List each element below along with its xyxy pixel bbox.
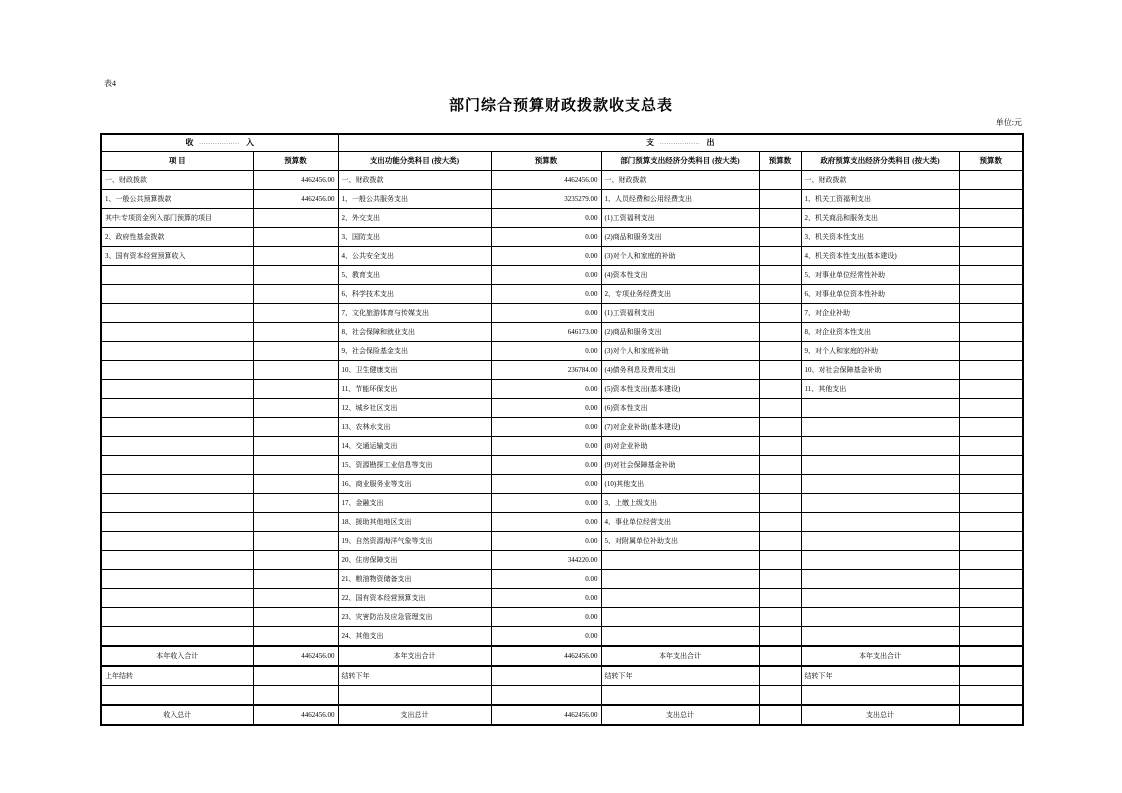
table-row — [101, 228, 1023, 247]
table-cell — [101, 627, 253, 647]
column-header: 支出功能分类科目 (按大类) — [338, 152, 491, 171]
table-cell: 12、城乡社区支出 — [338, 399, 491, 418]
table-cell: 1、一般公共预算拨款 — [101, 190, 253, 209]
column-header: 预算数 — [253, 152, 338, 171]
table-cell — [801, 608, 959, 627]
table-cell — [253, 418, 338, 437]
table-row — [101, 361, 1023, 380]
table-cell — [959, 418, 1023, 437]
table-row — [101, 342, 1023, 361]
table-cell — [759, 190, 801, 209]
table-cell: 11、其他支出 — [801, 380, 959, 399]
table-cell — [253, 475, 338, 494]
table-cell: 一、财政拨款 — [101, 171, 253, 190]
table-cell — [759, 608, 801, 627]
table-cell: 4462456.00 — [253, 171, 338, 190]
table-cell: 0.00 — [491, 285, 601, 304]
table-row — [101, 247, 1023, 266]
table-cell: 1、人员经费和公用经费支出 — [601, 190, 759, 209]
table-cell — [959, 589, 1023, 608]
table-cell: 结转下年 — [801, 666, 959, 686]
table-cell: 2、外交支出 — [338, 209, 491, 228]
table-cell — [101, 686, 253, 706]
table-cell — [101, 285, 253, 304]
table-cell — [101, 380, 253, 399]
table-cell — [959, 190, 1023, 209]
table-row — [101, 551, 1023, 570]
table-cell: (6)资本性支出 — [601, 399, 759, 418]
table-cell: (8)对企业补助 — [601, 437, 759, 456]
income-right-char: 入 — [246, 138, 254, 147]
column-header: 预算数 — [759, 152, 801, 171]
table-number-label: 表4 — [104, 79, 116, 88]
table-cell — [101, 437, 253, 456]
table-cell — [759, 494, 801, 513]
table-cell — [338, 686, 491, 706]
table-cell: 一、财政拨款 — [801, 171, 959, 190]
table-cell — [759, 418, 801, 437]
table-cell: 收入总计 — [101, 705, 253, 725]
table-cell: 19、自然资源海洋气象等支出 — [338, 532, 491, 551]
table-cell — [253, 266, 338, 285]
table-cell — [801, 513, 959, 532]
table-cell: 6、科学技术支出 — [338, 285, 491, 304]
table-cell — [959, 285, 1023, 304]
table-cell — [759, 304, 801, 323]
table-cell: 24、其他支出 — [338, 627, 491, 647]
table-cell — [759, 285, 801, 304]
table-cell: 4462456.00 — [253, 705, 338, 725]
table-cell: 20、住房保障支出 — [338, 551, 491, 570]
table-cell — [101, 475, 253, 494]
table-cell: (4)资本性支出 — [601, 266, 759, 285]
table-cell: 0.00 — [491, 247, 601, 266]
table-cell — [253, 551, 338, 570]
table-cell — [253, 456, 338, 475]
table-cell: 支出总计 — [338, 705, 491, 725]
table-row — [101, 266, 1023, 285]
table-cell: 3235279.00 — [491, 190, 601, 209]
table-cell — [101, 532, 253, 551]
table-row — [101, 399, 1023, 418]
table-cell — [759, 646, 801, 666]
table-cell: 3、国防支出 — [338, 228, 491, 247]
table-cell — [759, 171, 801, 190]
table-cell — [801, 686, 959, 706]
table-row — [101, 190, 1023, 209]
table-cell — [959, 627, 1023, 647]
table-row — [101, 456, 1023, 475]
table-cell: (3)对个人和家庭补助 — [601, 342, 759, 361]
expense-section-header — [338, 134, 1023, 152]
table-cell — [759, 666, 801, 686]
table-cell — [959, 342, 1023, 361]
table-cell — [959, 304, 1023, 323]
table-cell: 0.00 — [491, 627, 601, 647]
table-cell — [253, 399, 338, 418]
table-cell — [101, 304, 253, 323]
table-cell — [959, 437, 1023, 456]
expense-right-char: 出 — [706, 138, 715, 147]
table-cell — [101, 608, 253, 627]
table-cell: 16、商业服务业等支出 — [338, 475, 491, 494]
table-cell — [601, 627, 759, 647]
column-header: 预算数 — [959, 152, 1023, 171]
table-cell — [101, 361, 253, 380]
table-cell — [491, 666, 601, 686]
table-cell — [101, 513, 253, 532]
table-cell: 一、财政拨款 — [601, 171, 759, 190]
table-cell — [101, 399, 253, 418]
table-cell — [959, 513, 1023, 532]
table-cell — [959, 646, 1023, 666]
table-cell — [601, 570, 759, 589]
table-cell: 3、国有资本经营预算收入 — [101, 247, 253, 266]
table-cell: 3、上缴上级支出 — [601, 494, 759, 513]
table-cell — [759, 399, 801, 418]
table-cell — [101, 342, 253, 361]
table-cell — [253, 342, 338, 361]
table-cell — [101, 551, 253, 570]
table-cell — [101, 418, 253, 437]
table-cell: 0.00 — [491, 608, 601, 627]
table-row — [101, 304, 1023, 323]
table-cell: 344220.00 — [491, 551, 601, 570]
table-cell — [801, 551, 959, 570]
table-cell: 13、农林水支出 — [338, 418, 491, 437]
income-left-char: 收 — [185, 138, 194, 147]
table-cell: 一、财政拨款 — [338, 171, 491, 190]
table-cell — [759, 705, 801, 725]
table-cell: 0.00 — [491, 342, 601, 361]
table-cell: 0.00 — [491, 532, 601, 551]
table-cell: 3、机关资本性支出 — [801, 228, 959, 247]
table-cell: 646173.00 — [491, 323, 601, 342]
table-cell — [101, 589, 253, 608]
table-cell: 0.00 — [491, 304, 601, 323]
table-row — [101, 475, 1023, 494]
table-cell: 7、文化旅游体育与传媒支出 — [338, 304, 491, 323]
table-cell — [801, 437, 959, 456]
table-cell — [759, 209, 801, 228]
table-cell: (5)资本性支出(基本建设) — [601, 380, 759, 399]
table-cell: (2)商品和服务支出 — [601, 323, 759, 342]
table-cell: 1、机关工资福利支出 — [801, 190, 959, 209]
table-cell: 22、国有资本经营预算支出 — [338, 589, 491, 608]
table-cell — [253, 666, 338, 686]
table-cell — [759, 686, 801, 706]
table-cell: (3)对个人和家庭的补助 — [601, 247, 759, 266]
unit-label: 单位:元 — [995, 118, 1022, 127]
table-cell — [253, 380, 338, 399]
table-cell: 17、金融支出 — [338, 494, 491, 513]
table-cell: 0.00 — [491, 494, 601, 513]
table-cell — [253, 247, 338, 266]
table-cell — [959, 361, 1023, 380]
table-cell — [959, 399, 1023, 418]
table-row — [101, 532, 1023, 551]
table-cell — [759, 228, 801, 247]
table-cell — [959, 570, 1023, 589]
table-row — [101, 494, 1023, 513]
table-cell — [801, 418, 959, 437]
table-cell — [959, 494, 1023, 513]
table-cell — [801, 627, 959, 647]
table-cell: 23、灾害防治及应急管理支出 — [338, 608, 491, 627]
expense-left-char: 支 — [646, 138, 655, 147]
table-cell: 9、社会保险基金支出 — [338, 342, 491, 361]
table-cell — [601, 686, 759, 706]
table-cell — [759, 361, 801, 380]
table-cell: 5、对事业单位经常性补助 — [801, 266, 959, 285]
budget-summary-table — [100, 133, 1024, 726]
table-cell: 2、机关商品和服务支出 — [801, 209, 959, 228]
table-row — [101, 608, 1023, 627]
table-cell — [959, 666, 1023, 686]
table-cell — [253, 589, 338, 608]
table-cell: 本年支出合计 — [601, 646, 759, 666]
table-row — [101, 589, 1023, 608]
table-cell — [101, 456, 253, 475]
table-row — [101, 323, 1023, 342]
table-cell — [959, 608, 1023, 627]
table-row — [101, 627, 1023, 647]
table-cell — [959, 247, 1023, 266]
table-cell — [101, 570, 253, 589]
table-cell — [801, 399, 959, 418]
table-cell: 10、对社会保障基金补助 — [801, 361, 959, 380]
table-cell — [959, 475, 1023, 494]
table-cell: 4、机关资本性支出(基本建设) — [801, 247, 959, 266]
table-cell: 支出总计 — [601, 705, 759, 725]
page-title: 部门综合预算财政拨款收支总表 — [448, 98, 673, 114]
table-cell: (2)商品和服务支出 — [601, 228, 759, 247]
table-cell: 15、资源勘探工业信息等支出 — [338, 456, 491, 475]
table-cell — [253, 323, 338, 342]
table-row — [101, 209, 1023, 228]
table-cell: (9)对社会保障基金补助 — [601, 456, 759, 475]
table-cell — [759, 266, 801, 285]
table-cell — [801, 494, 959, 513]
table-cell: 14、交通运输支出 — [338, 437, 491, 456]
table-cell: 0.00 — [491, 589, 601, 608]
table-cell — [253, 513, 338, 532]
table-cell: 结转下年 — [338, 666, 491, 686]
table-cell: 2、专项业务经费支出 — [601, 285, 759, 304]
table-cell — [759, 627, 801, 647]
column-header: 项 目 — [101, 152, 253, 171]
table-cell: 21、粮油物资储备支出 — [338, 570, 491, 589]
table-cell: 8、社会保障和就业支出 — [338, 323, 491, 342]
table-row — [101, 570, 1023, 589]
table-cell — [253, 627, 338, 647]
table-row — [101, 666, 1023, 686]
table-row — [101, 171, 1023, 190]
table-cell: 11、节能环保支出 — [338, 380, 491, 399]
table-cell — [959, 551, 1023, 570]
table-cell: 4462456.00 — [491, 705, 601, 725]
table-cell: 8、对企业资本性支出 — [801, 323, 959, 342]
table-cell: 10、卫生健康支出 — [338, 361, 491, 380]
table-cell — [959, 705, 1023, 725]
table-cell — [253, 437, 338, 456]
table-cell: 其中:专项资金列入部门预算的项目 — [101, 209, 253, 228]
income-section-header — [101, 134, 338, 152]
table-cell: 2、政府性基金拨款 — [101, 228, 253, 247]
table-cell — [491, 686, 601, 706]
table-cell: 4462456.00 — [491, 646, 601, 666]
table-cell: 4、公共安全支出 — [338, 247, 491, 266]
table-cell: 0.00 — [491, 418, 601, 437]
table-row — [101, 686, 1023, 706]
table-row — [101, 418, 1023, 437]
table-cell: 本年收入合计 — [101, 646, 253, 666]
table-cell — [759, 551, 801, 570]
table-cell: 0.00 — [491, 209, 601, 228]
table-cell — [253, 228, 338, 247]
table-row — [101, 513, 1023, 532]
column-header-row — [101, 152, 1023, 171]
table-cell — [101, 494, 253, 513]
table-cell: 0.00 — [491, 475, 601, 494]
total-row — [101, 646, 1023, 666]
leader-dots: .................. — [199, 141, 240, 146]
table-cell — [759, 570, 801, 589]
table-cell: 0.00 — [491, 437, 601, 456]
table-cell — [959, 456, 1023, 475]
table-cell: (1)工资福利支出 — [601, 304, 759, 323]
table-cell: 0.00 — [491, 266, 601, 285]
table-cell: 结转下年 — [601, 666, 759, 686]
table-cell — [101, 323, 253, 342]
table-cell: 7、对企业补助 — [801, 304, 959, 323]
table-cell: 6、对事业单位资本性补助 — [801, 285, 959, 304]
table-cell — [759, 589, 801, 608]
table-cell — [601, 551, 759, 570]
table-cell — [759, 475, 801, 494]
table-cell — [253, 285, 338, 304]
table-cell — [959, 380, 1023, 399]
total-row — [101, 705, 1023, 725]
table-cell: 0.00 — [491, 513, 601, 532]
table-cell: 4462456.00 — [253, 190, 338, 209]
table-cell — [959, 323, 1023, 342]
table-cell — [253, 494, 338, 513]
table-cell — [759, 323, 801, 342]
table-cell: 4462456.00 — [253, 646, 338, 666]
column-header: 预算数 — [491, 152, 601, 171]
table-cell: 支出总计 — [801, 705, 959, 725]
table-cell: 9、对个人和家庭的补助 — [801, 342, 959, 361]
table-cell: 本年支出合计 — [338, 646, 491, 666]
column-header: 政府预算支出经济分类科目 (按大类) — [801, 152, 959, 171]
table-cell — [253, 304, 338, 323]
table-body — [101, 171, 1023, 726]
table-cell — [759, 380, 801, 399]
table-cell: 上年结转 — [101, 666, 253, 686]
table-cell: 0.00 — [491, 456, 601, 475]
table-cell — [759, 342, 801, 361]
table-cell — [759, 247, 801, 266]
table-cell: 5、教育支出 — [338, 266, 491, 285]
table-cell: 本年支出合计 — [801, 646, 959, 666]
table-cell — [759, 437, 801, 456]
table-row — [101, 285, 1023, 304]
table-cell — [253, 532, 338, 551]
table-cell — [959, 686, 1023, 706]
table-cell — [959, 532, 1023, 551]
table-cell — [601, 608, 759, 627]
table-cell: (4)债务利息及费用支出 — [601, 361, 759, 380]
table-cell — [101, 266, 253, 285]
column-header: 部门预算支出经济分类科目 (按大类) — [601, 152, 759, 171]
table-row — [101, 437, 1023, 456]
table-cell: 1、一般公共服务支出 — [338, 190, 491, 209]
table-cell: 0.00 — [491, 399, 601, 418]
table-cell — [253, 209, 338, 228]
table-cell — [253, 608, 338, 627]
table-cell: 18、援助其他地区支出 — [338, 513, 491, 532]
table-cell — [801, 589, 959, 608]
table-cell — [253, 361, 338, 380]
table-cell — [801, 475, 959, 494]
table-cell: 0.00 — [491, 228, 601, 247]
table-cell: 0.00 — [491, 380, 601, 399]
table-cell — [253, 570, 338, 589]
table-cell — [959, 209, 1023, 228]
leader-dots: .................. — [660, 141, 701, 146]
table-cell: 4462456.00 — [491, 171, 601, 190]
table-cell — [253, 686, 338, 706]
table-cell — [801, 570, 959, 589]
table-cell — [959, 171, 1023, 190]
table-cell: (1)工资福利支出 — [601, 209, 759, 228]
table-cell — [959, 228, 1023, 247]
table-cell — [801, 456, 959, 475]
section-header-row — [101, 134, 1023, 152]
table-row — [101, 380, 1023, 399]
table-cell — [759, 532, 801, 551]
table-cell: 236784.00 — [491, 361, 601, 380]
table-cell: 0.00 — [491, 570, 601, 589]
table-cell — [759, 513, 801, 532]
table-cell — [801, 532, 959, 551]
table-cell: 4、事业单位经营支出 — [601, 513, 759, 532]
table-cell — [959, 266, 1023, 285]
table-cell: 5、对附属单位补助支出 — [601, 532, 759, 551]
table-cell — [601, 589, 759, 608]
table-cell — [759, 456, 801, 475]
table-cell: (10)其他支出 — [601, 475, 759, 494]
table-cell: (7)对企业补助(基本建设) — [601, 418, 759, 437]
